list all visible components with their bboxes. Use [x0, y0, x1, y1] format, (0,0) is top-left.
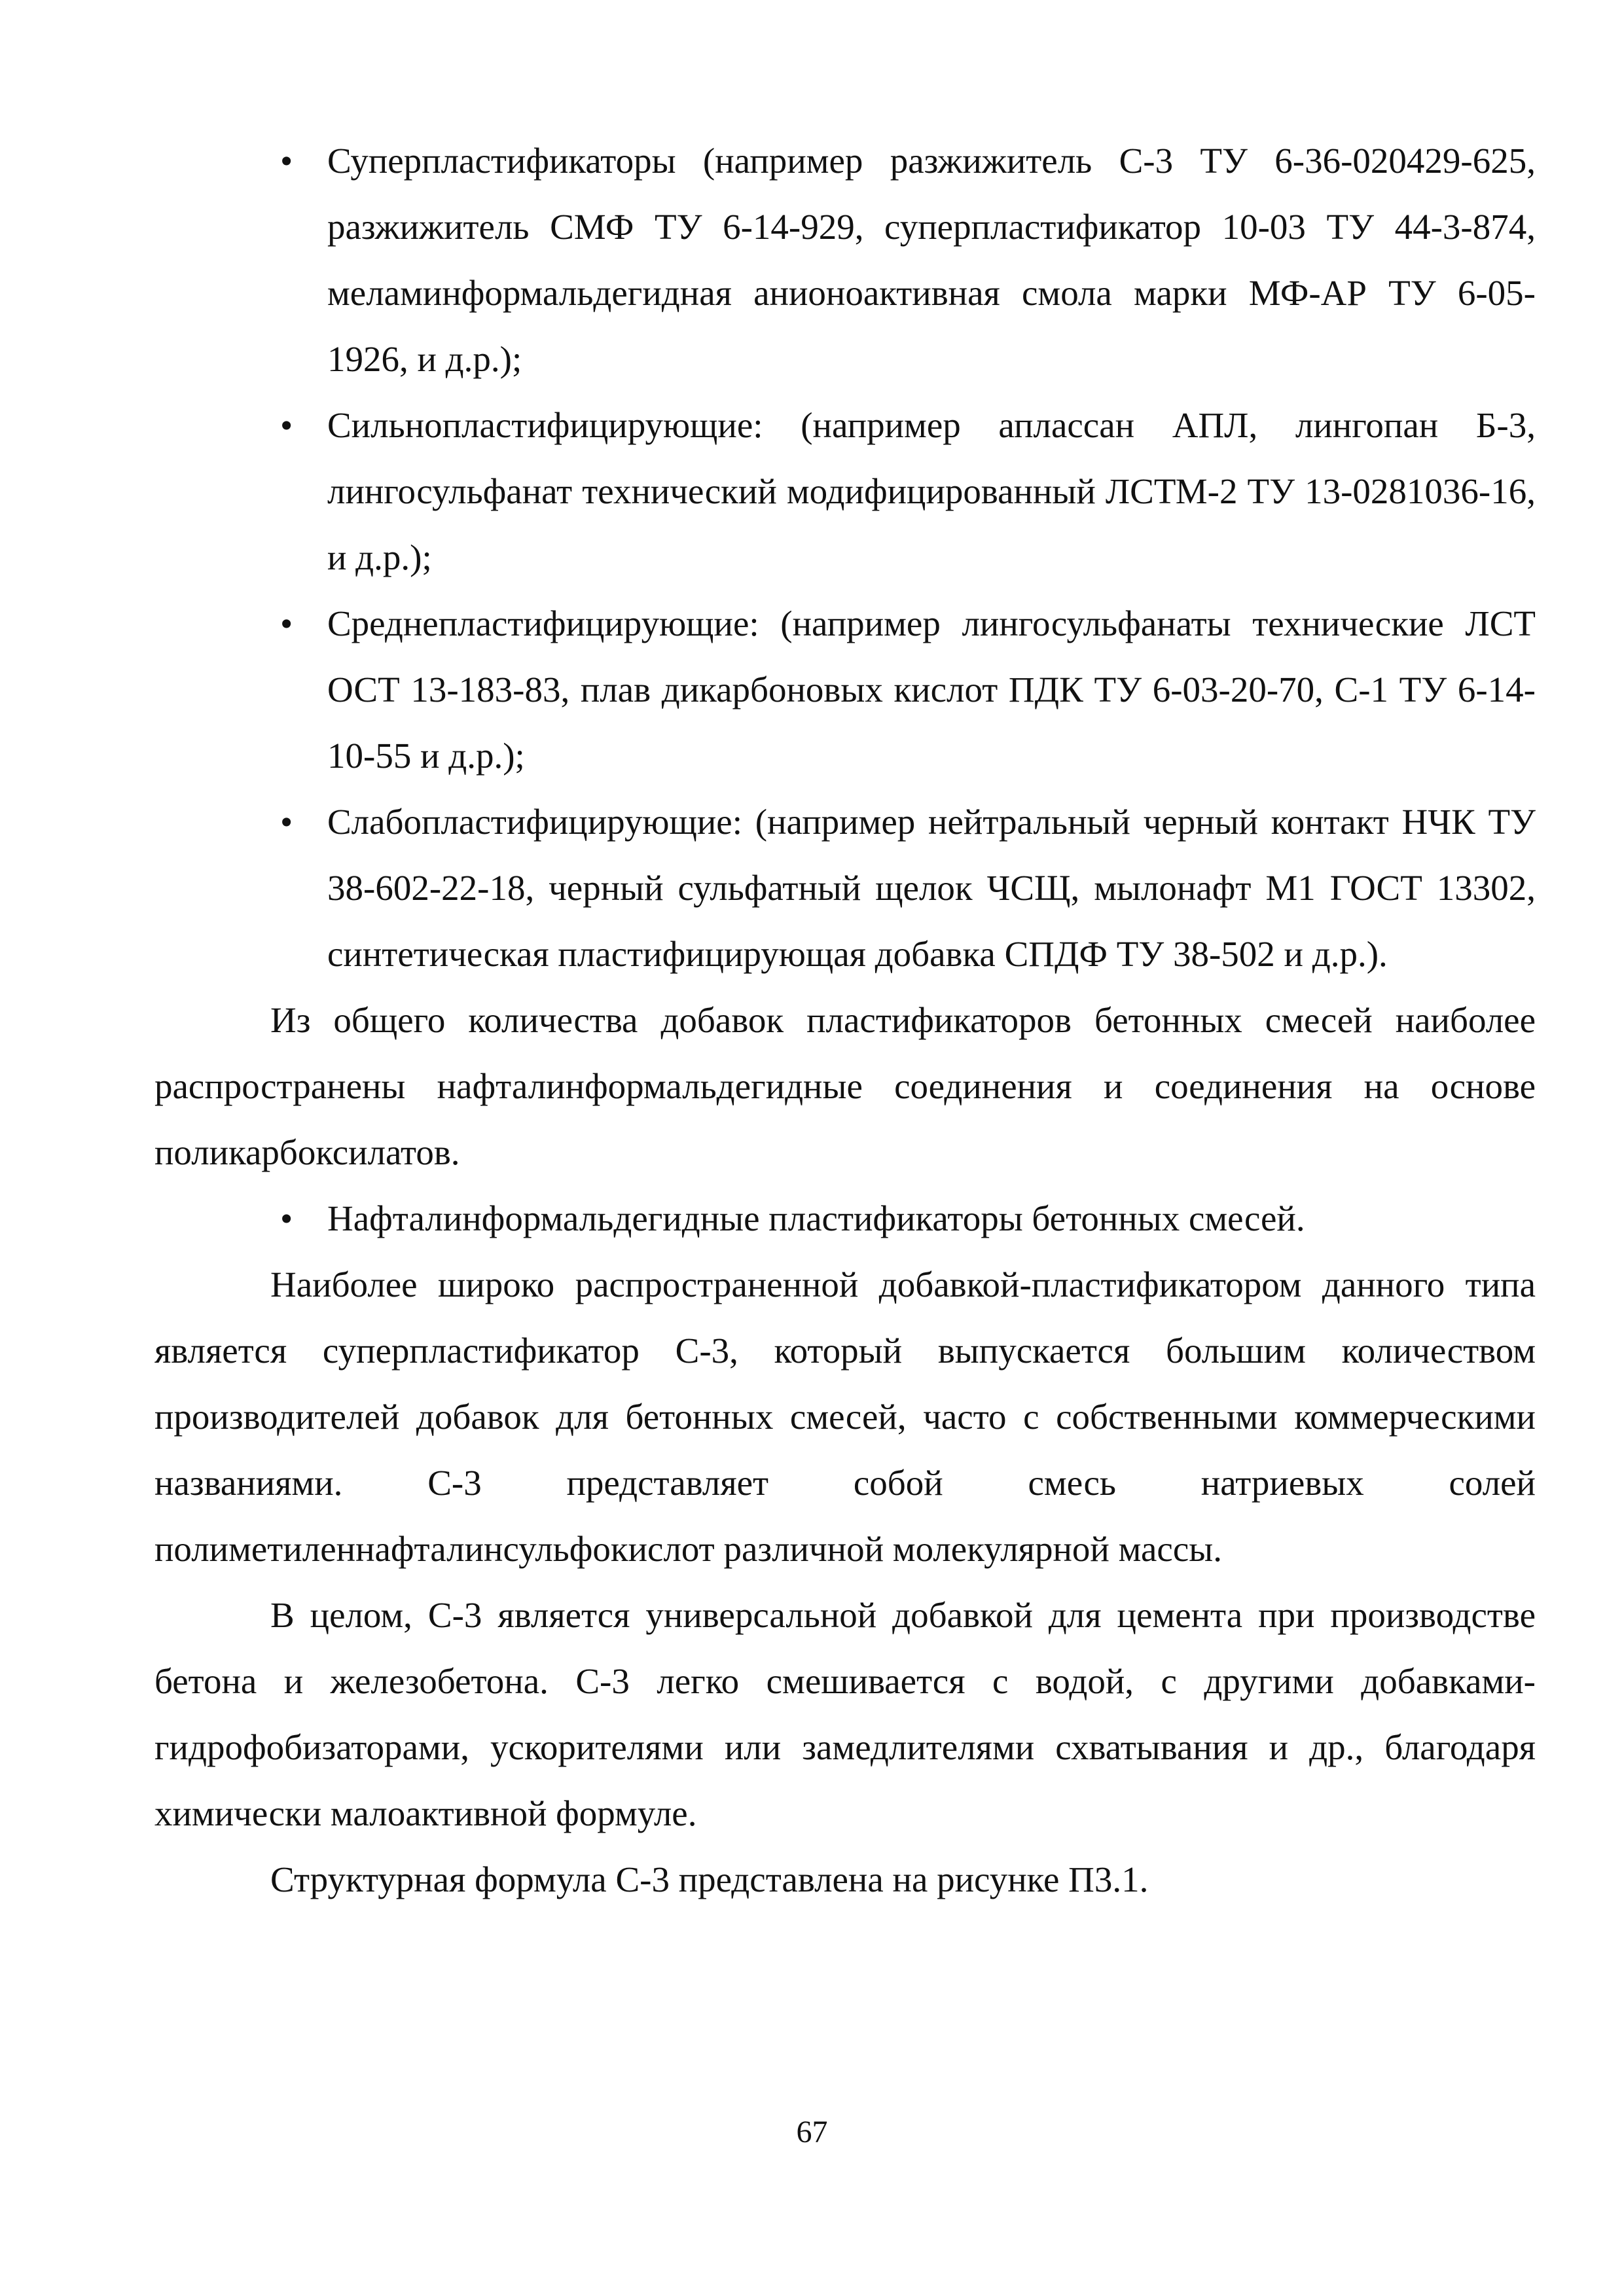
list-item-naphthalene: • Нафталинформальдегидные пластификаторы бетонных смесей.: [154, 1185, 1536, 1251]
list-item-superplasticizers: • Суперпластификаторы (например разжижитель С-3 ТУ 6-36-020429-625, разжижитель СМФ ТУ 6-14-929, суперпластификатор 10-03 ТУ 44-3-874, меламинформальдегидная анионоактивная смола марки МФ-АР ТУ 6-05-1926, и д.р.);: [154, 128, 1536, 392]
paragraph-c3-description: Наиболее широко распространенной добавкой-пластификатором данного типа является суперпластификатор С-3, который выпускается большим количеством производителей добавок для бетонных смесей, часто с собственными коммерческими названиями. С-3 представляет собой смесь натриевых солей полиметиленнафталинсульфокислот различной молекулярной массы.: [154, 1265, 1536, 1569]
list-item-strong-plasticizers: • Сильнопластифицирующие: (например апласcан АПЛ, лингопан Б-3, лингосульфанат технический модифицированный ЛСТМ-2 ТУ 13-0281036-16, и д.р.);: [154, 392, 1536, 590]
paragraph-common-additives: Из общего количества добавок пластификаторов бетонных смесей наиболее распространены нафталинформальдегидные соединения и соединения на основе поликарбоксилатов.: [154, 1000, 1536, 1172]
page-number: 67: [796, 2115, 828, 2149]
list-item-weak-plasticizers: • Слабопластифицирующие: (например нейтральный черный контакт НЧК ТУ 38-602-22-18, черный сульфатный щелок ЧСЩ, мылонафт М1 ГОСТ 13302, синтетическая пластифицирующая добавка СПДФ ТУ 38-502 и д.р.).: [154, 789, 1536, 987]
plasticizer-list: [154, 128, 1536, 987]
paragraph-c3-universal: В целом, С-3 является универсальной добавкой для цемента при производстве бетона и железобетона. С-3 легко смешивается с водой, с другими добавками-гидрофобизаторами, ускорителями или замедлителями схватывания и др., благодаря химически малоактивной формуле.: [154, 1595, 1536, 1833]
body-text: [154, 128, 1536, 1912]
paragraph-structural-formula: Структурная формула С-3 представлена на рисунке П3.1.: [270, 1859, 1149, 1899]
list-item-medium-plasticizers: • Среднепластифицирующие: (например лингосульфанаты технические ЛСТ ОСТ 13-183-83, плав дикарбоновых кислот ПДК ТУ 6-03-20-70, С-1 ТУ 6-14-10-55 и д.р.);: [154, 590, 1536, 789]
